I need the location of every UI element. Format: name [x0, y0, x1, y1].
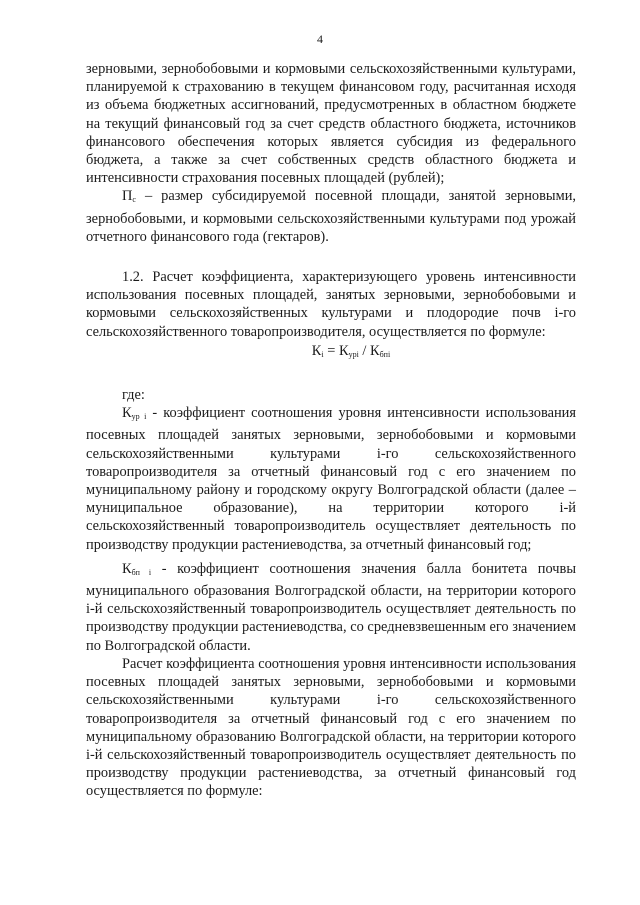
pc-subscript: с	[132, 195, 136, 205]
kbp-text: - коэффициент соотношения значения балла бонитета почвы муниципального образования Волгоградской области, на территории которого i-й сельскохозяйственный товаропроизводитель осуществляет деятельность по производству продукции растениеводства, со средневзвешенным его значением по Волгоградской области.	[86, 560, 577, 654]
formula-kbpi: К	[370, 342, 380, 359]
formula-slash: /	[358, 342, 370, 359]
formula-kbpi-sub: бпi	[379, 349, 391, 359]
paragraph-pc-definition	[86, 187, 576, 246]
formula-kur: К	[338, 342, 349, 359]
formula-ki	[126, 342, 576, 364]
kbp-symbol: К	[122, 560, 132, 577]
pc-text: – размер субсидируемой посевной площади, занятой зерновыми, зернобобовыми, и кормовыми сельскохозяйственными культурами под урожай отчетного финансового года (гектаров).	[86, 188, 576, 245]
paragraph-calculation: Расчет коэффициента соотношения уровня интенсивности использования посевных площадей занятых зерновыми, зернобобовыми и кормовыми сельскохозяйственными культурами i-го сельскохозяйственного товаропроизводителя за отчетный финансовый год с его значением по муниципальному образованию Волгоградской области, на территории которого i-й сельскохозяйственный товаропроизводитель осуществляет деятельность по производству продукции растениеводства, за отчетный финансовый год осуществляется по формуле:	[86, 655, 576, 800]
kur-text: - коэффициент соотношения уровня интенсивности использования посевных площадей занятых зерновыми, зернобобовыми и кормовыми сельскохозяйственными культурами i-го сельскохозяйственного товаропроизводителя за отчетный финансовый год с его значением по муниципальному району и городскому округу Волгоградской области (далее – муниципальное образование), на территории которого i-й сельскохозяйственный товаропроизводитель осуществляет деятельность по производству продукции растениеводства, за отчетный финансовый год;	[86, 405, 576, 553]
formula-equals: =	[323, 342, 339, 359]
document-body	[86, 60, 576, 801]
page-number: 4	[317, 32, 323, 46]
definition-kur	[86, 404, 576, 554]
formula-k-sub: i	[321, 349, 324, 359]
kbp-subscript: бп i	[131, 567, 152, 577]
definition-kbp	[86, 560, 576, 655]
paragraph-section-1-2: 1.2. Расчет коэффициента, характеризующего уровень интенсивности использования посевных площадей, занятых зерновыми, зернобобовыми и кормовыми сельскохозяйственных культурами и плодородие почв i-го сельскохозяйственного товаропроизводителя, осуществляется по формуле:	[86, 269, 576, 340]
pc-symbol: П	[122, 188, 133, 205]
formula-kur-sub: урi	[348, 349, 359, 359]
where-label: где:	[122, 387, 145, 404]
paragraph-continuation: зерновыми, зернобобовыми и кормовыми сельскохозяйственными культурами, планируемой к страхованию в текущем финансовом году, расчитанная исходя из объема бюджетных ассигнований, предусмотренных в областном бюджете на текущий финансовый год за счет средств областного бюджета, источников финансового обеспечения которых является субсидия из федерального бюджета, а также за счет собственных средств областного бюджета и интенсивности страхования посевных площадей (рублей);	[86, 61, 576, 187]
kur-subscript: ур i	[131, 412, 147, 422]
kur-symbol: К	[122, 405, 132, 422]
formula-k: К	[311, 342, 322, 359]
